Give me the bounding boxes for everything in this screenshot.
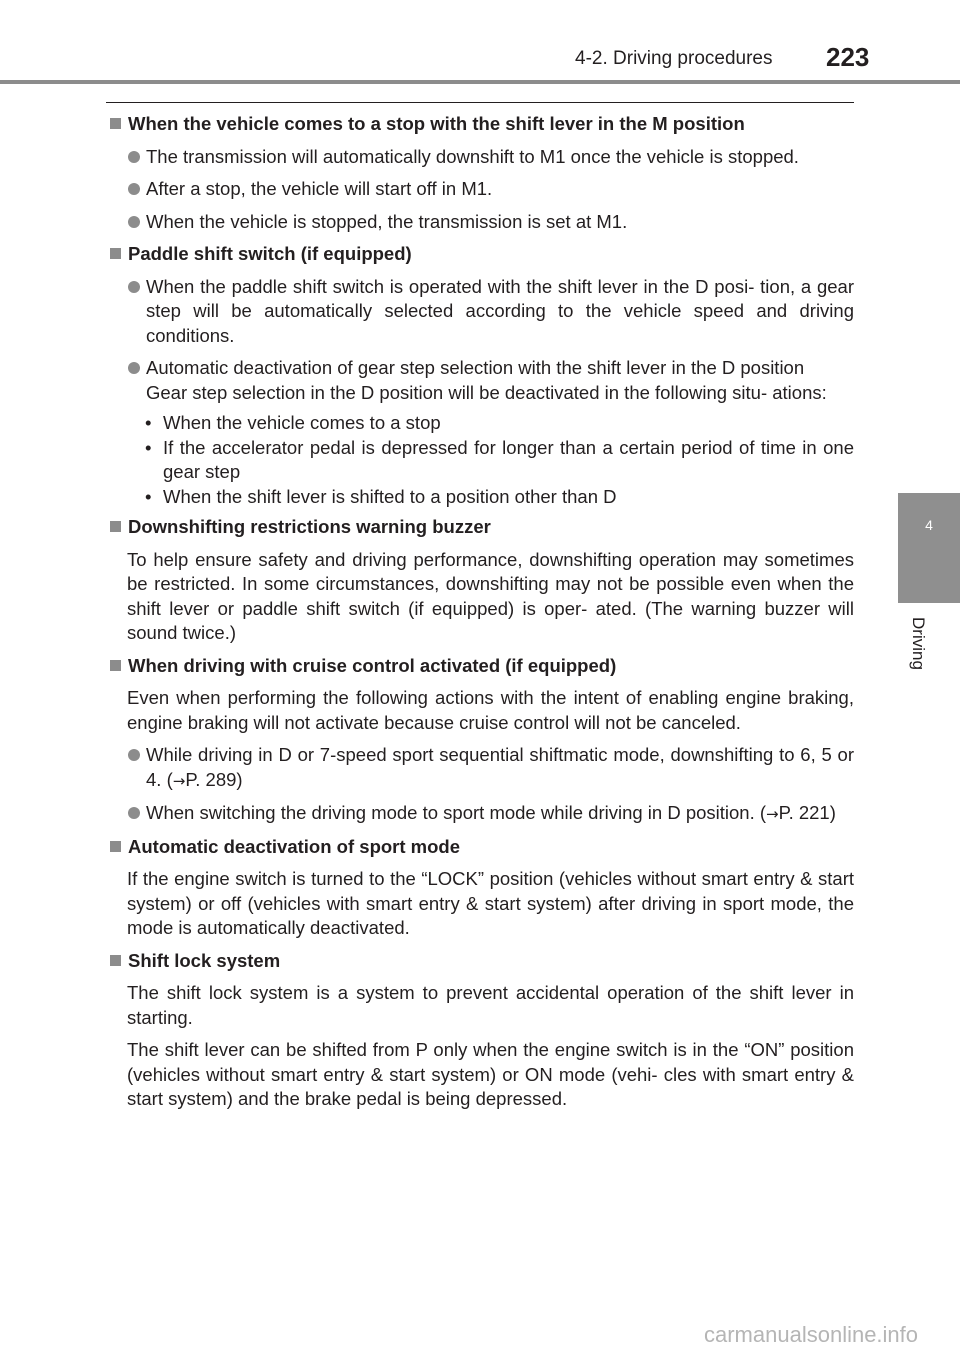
list-item	[108, 801, 854, 827]
heading-text: Downshifting restrictions warning buzzer	[128, 516, 491, 537]
page-content	[108, 112, 854, 1120]
list-item	[108, 743, 854, 793]
paragraph: If the engine switch is turned to the “LOCK” position (vehicles without smart entry & start system) or off (vehicles with smart entry & start system) after driving in sport mode, the mode is automatically deactivated.	[127, 868, 854, 938]
circle-bullet-icon	[128, 281, 140, 293]
page-reference-link[interactable]: P. 289)	[185, 768, 243, 790]
section-heading	[108, 835, 854, 860]
section-heading	[108, 112, 854, 137]
section-heading	[108, 515, 854, 540]
header-rule	[0, 80, 960, 84]
chapter-number: 4	[925, 517, 933, 533]
sub-list-item	[127, 485, 854, 510]
square-bullet-icon	[110, 660, 121, 671]
section-heading	[108, 949, 854, 974]
square-bullet-icon	[110, 955, 121, 966]
list-item	[108, 145, 854, 170]
circle-bullet-icon	[128, 362, 140, 374]
list-item	[108, 177, 854, 202]
list-item-text: When the paddle shift switch is operated with the shift lever in the D posi- tion, a gear step will be automatically selected according to the vehicle speed and driving conditions.	[146, 275, 854, 346]
heading-text: When the vehicle comes to a stop with the shift lever in the M position	[128, 113, 745, 134]
list-item-text: When the vehicle is stopped, the transmission is set at M1.	[146, 210, 628, 232]
sub-list-item-text: When the shift lever is shifted to a position other than D	[163, 485, 617, 507]
sub-list-item	[127, 436, 854, 485]
page-number: 223	[826, 42, 870, 72]
list-item-text: After a stop, the vehicle will start off in M1.	[146, 178, 493, 199]
list-item-text: When switching the driving mode to sport mode while driving in D position. (	[146, 802, 767, 823]
list-item	[108, 356, 854, 405]
paragraph: Even when performing the following actions with the intent of enabling engine braking, engine braking will not activate because cruise control will not be canceled.	[127, 687, 854, 733]
watermark: carmanualsonline.info	[704, 1322, 919, 1347]
list-item-content	[146, 743, 854, 793]
circle-bullet-icon	[128, 749, 140, 761]
section-heading	[108, 242, 854, 267]
heading-text: Automatic deactivation of sport mode	[128, 835, 461, 857]
circle-bullet-icon	[128, 807, 140, 819]
list-item-text: Gear step selection in the D position will be deactivated in the following situ- ations:	[146, 381, 827, 403]
list-item	[108, 210, 854, 235]
square-bullet-icon	[110, 248, 121, 259]
circle-bullet-icon	[128, 216, 140, 228]
list-item-title: Automatic deactivation of gear step selection with the shift lever in the D position	[146, 357, 805, 378]
sub-list-item-text: When the vehicle comes to a stop	[163, 412, 441, 433]
square-bullet-icon	[110, 841, 121, 852]
square-bullet-icon	[110, 118, 121, 129]
bullet-icon: •	[145, 412, 152, 433]
circle-bullet-icon	[128, 183, 140, 195]
list-item-text: The transmission will automatically downshift to M1 once the vehicle is stopped.	[146, 145, 799, 167]
list-item-content	[146, 801, 854, 827]
circle-bullet-icon	[128, 151, 140, 163]
paragraph: To help ensure safety and driving performance, downshifting operation may sometimes be restricted. In some circumstances, downshifting may not be possible even when the shift lever or paddle shift switch (if equipped) is oper- ated. (The warning buzzer will sound twice.)	[127, 548, 854, 643]
chapter-label-text: Driving	[909, 617, 928, 670]
heading-text: When driving with cruise control activated (if equipped)	[128, 654, 617, 676]
heading-text: Paddle shift switch (if equipped)	[128, 243, 412, 264]
sub-list-item	[127, 411, 854, 436]
bullet-icon: •	[145, 436, 152, 458]
paragraph: The shift lock system is a system to prevent accidental operation of the shift lever in starting.	[127, 982, 854, 1028]
paragraph: The shift lever can be shifted from P only when the engine switch is in the “ON” position (vehicles without smart entry & start system) or ON mode (vehi- cles with smart entry & start system) and the brake pedal is being depressed.	[127, 1039, 854, 1109]
section-title: 4-2. Driving procedures	[575, 48, 773, 69]
content-rule	[106, 102, 854, 103]
sub-list	[108, 411, 854, 509]
chapter-tab[interactable]	[898, 493, 960, 603]
section-heading	[108, 654, 854, 679]
list-item	[108, 275, 854, 349]
square-bullet-icon	[110, 521, 121, 532]
heading-text: Shift lock system	[128, 949, 281, 971]
page-reference-link[interactable]: P. 221)	[778, 802, 836, 823]
chapter-label	[900, 617, 928, 677]
arrow-right-icon: →	[172, 771, 186, 790]
list-item-text: While driving in D or 7-speed sport sequential shiftmatic mode, downshifting to 6, 5 or 4. (	[146, 744, 854, 790]
arrow-right-icon: →	[766, 805, 779, 823]
sub-list-item-text: If the accelerator pedal is depressed for longer than a certain period of time in one gear step	[163, 436, 854, 482]
list-item-content	[146, 356, 854, 405]
bullet-icon: •	[145, 485, 152, 507]
